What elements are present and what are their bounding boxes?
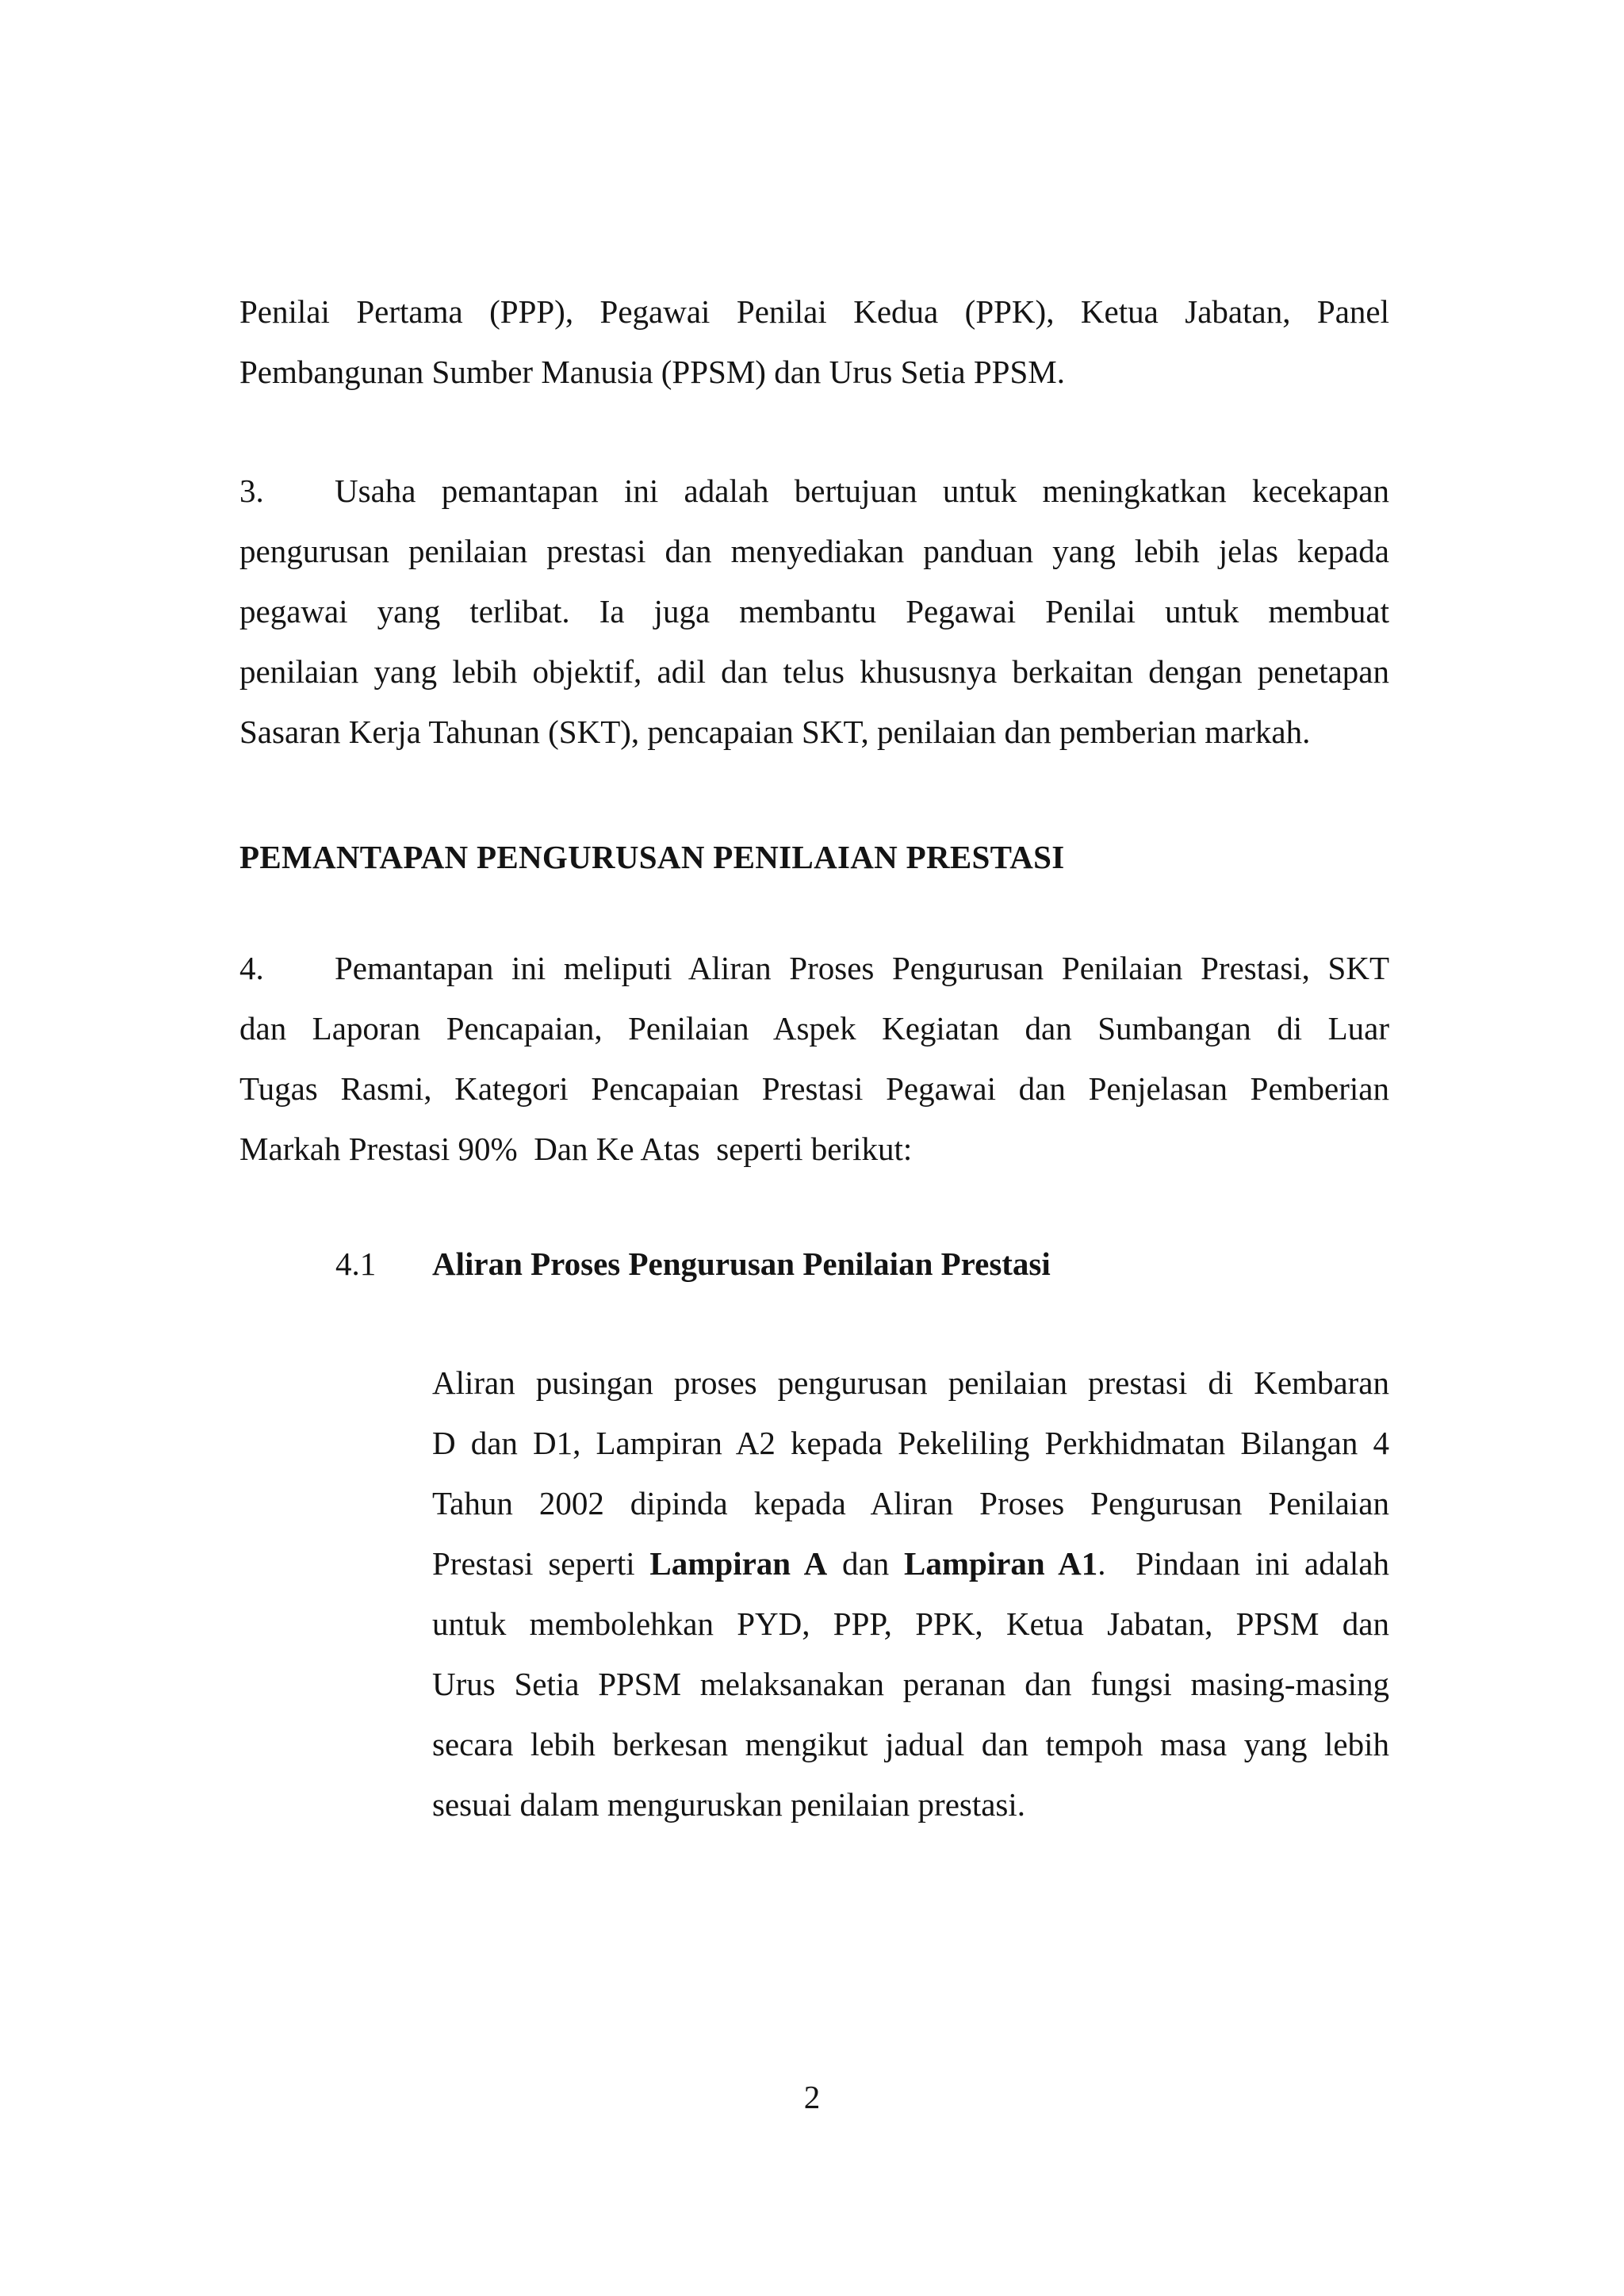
subsection-line-4-a: Prestasi seperti	[432, 1545, 650, 1582]
subsection-heading	[335, 1234, 1051, 1294]
page-number: 2	[803, 2079, 821, 2115]
paragraph-3-line-3: pegawai yang terlibat. Ia juga membantu Pegawai Penilai untuk membuat	[239, 593, 1389, 629]
section-heading: PEMANTAPAN PENGURUSAN PENILAIAN PRESTASI	[239, 839, 1065, 875]
subsection-line-4-c: dan	[827, 1545, 904, 1582]
lampiran-a1-reference: Lampiran A1	[903, 1545, 1098, 1582]
paragraph-3-line-1-text: Usaha pemantapan ini adalah bertujuan untuk meningkatkan kecekapan	[335, 473, 1389, 509]
paragraph-4-line-1-text: Pemantapan ini meliputi Aliran Proses Pengurusan Penilaian Prestasi, SKT	[335, 950, 1389, 986]
subsection-line-5: untuk membolehkan PYD, PPP, PPK, Ketua Jabatan, PPSM dan	[432, 1605, 1389, 1642]
paragraph-3-line-1	[239, 461, 1389, 521]
paragraph-4-line-2: dan Laporan Pencapaian, Penilaian Aspek Kegiatan dan Sumbangan di Luar	[239, 1010, 1389, 1047]
paragraph-3-line-5: Sasaran Kerja Tahunan (SKT), pencapaian SKT, penilaian dan pemberian markah.	[239, 714, 1311, 750]
paragraph-3-line-4: penilaian yang lebih objektif, adil dan telus khususnya berkaitan dengan penetapan	[239, 653, 1389, 690]
paragraph-4-line-1	[239, 938, 1389, 998]
paragraph-3	[239, 461, 1389, 762]
subsection-line-3: Tahun 2002 dipinda kepada Aliran Proses Pengurusan Penilaian	[432, 1485, 1389, 1521]
subsection-title: Aliran Proses Pengurusan Penilaian Prestasi	[432, 1246, 1051, 1282]
paragraph-4-number: 4.	[239, 950, 264, 986]
lampiran-a-reference: Lampiran A	[649, 1545, 828, 1582]
paragraph-3-line-2: pengurusan penilaian prestasi dan menyediakan panduan yang lebih jelas kepada	[239, 533, 1389, 569]
subsection-line-7: secara lebih berkesan mengikut jadual dan tempoh masa yang lebih	[432, 1726, 1389, 1762]
intro-line-1: Penilai Pertama (PPP), Pegawai Penilai Kedua (PPK), Ketua Jabatan, Panel	[239, 293, 1389, 330]
intro-paragraph	[239, 281, 1389, 402]
subsection-number: 4.1	[335, 1246, 377, 1282]
paragraph-4-line-4: Markah Prestasi 90% Dan Ke Atas seperti berikut:	[239, 1131, 913, 1167]
subsection-line-4-e: . Pindaan ini adalah	[1097, 1545, 1390, 1582]
subsection-line-1: Aliran pusingan proses pengurusan penilaian prestasi di Kembaran	[432, 1364, 1389, 1401]
paragraph-4	[239, 938, 1389, 1179]
subsection-line-8: sesuai dalam menguruskan penilaian prestasi.	[432, 1786, 1026, 1823]
subsection-line-2: D dan D1, Lampiran A2 kepada Pekeliling Perkhidmatan Bilangan 4	[432, 1425, 1389, 1461]
paragraph-3-number: 3.	[239, 473, 264, 509]
paragraph-4-line-3: Tugas Rasmi, Kategori Pencapaian Prestasi Pegawai dan Penjelasan Pemberian	[239, 1070, 1389, 1107]
subsection-line-6: Urus Setia PPSM melaksanakan peranan dan fungsi masing-masing	[432, 1666, 1389, 1702]
subsection-paragraph	[432, 1353, 1389, 1835]
subsection-line-4	[432, 1533, 1389, 1594]
intro-line-2: Pembangunan Sumber Manusia (PPSM) dan Urus Setia PPSM.	[239, 354, 1065, 390]
